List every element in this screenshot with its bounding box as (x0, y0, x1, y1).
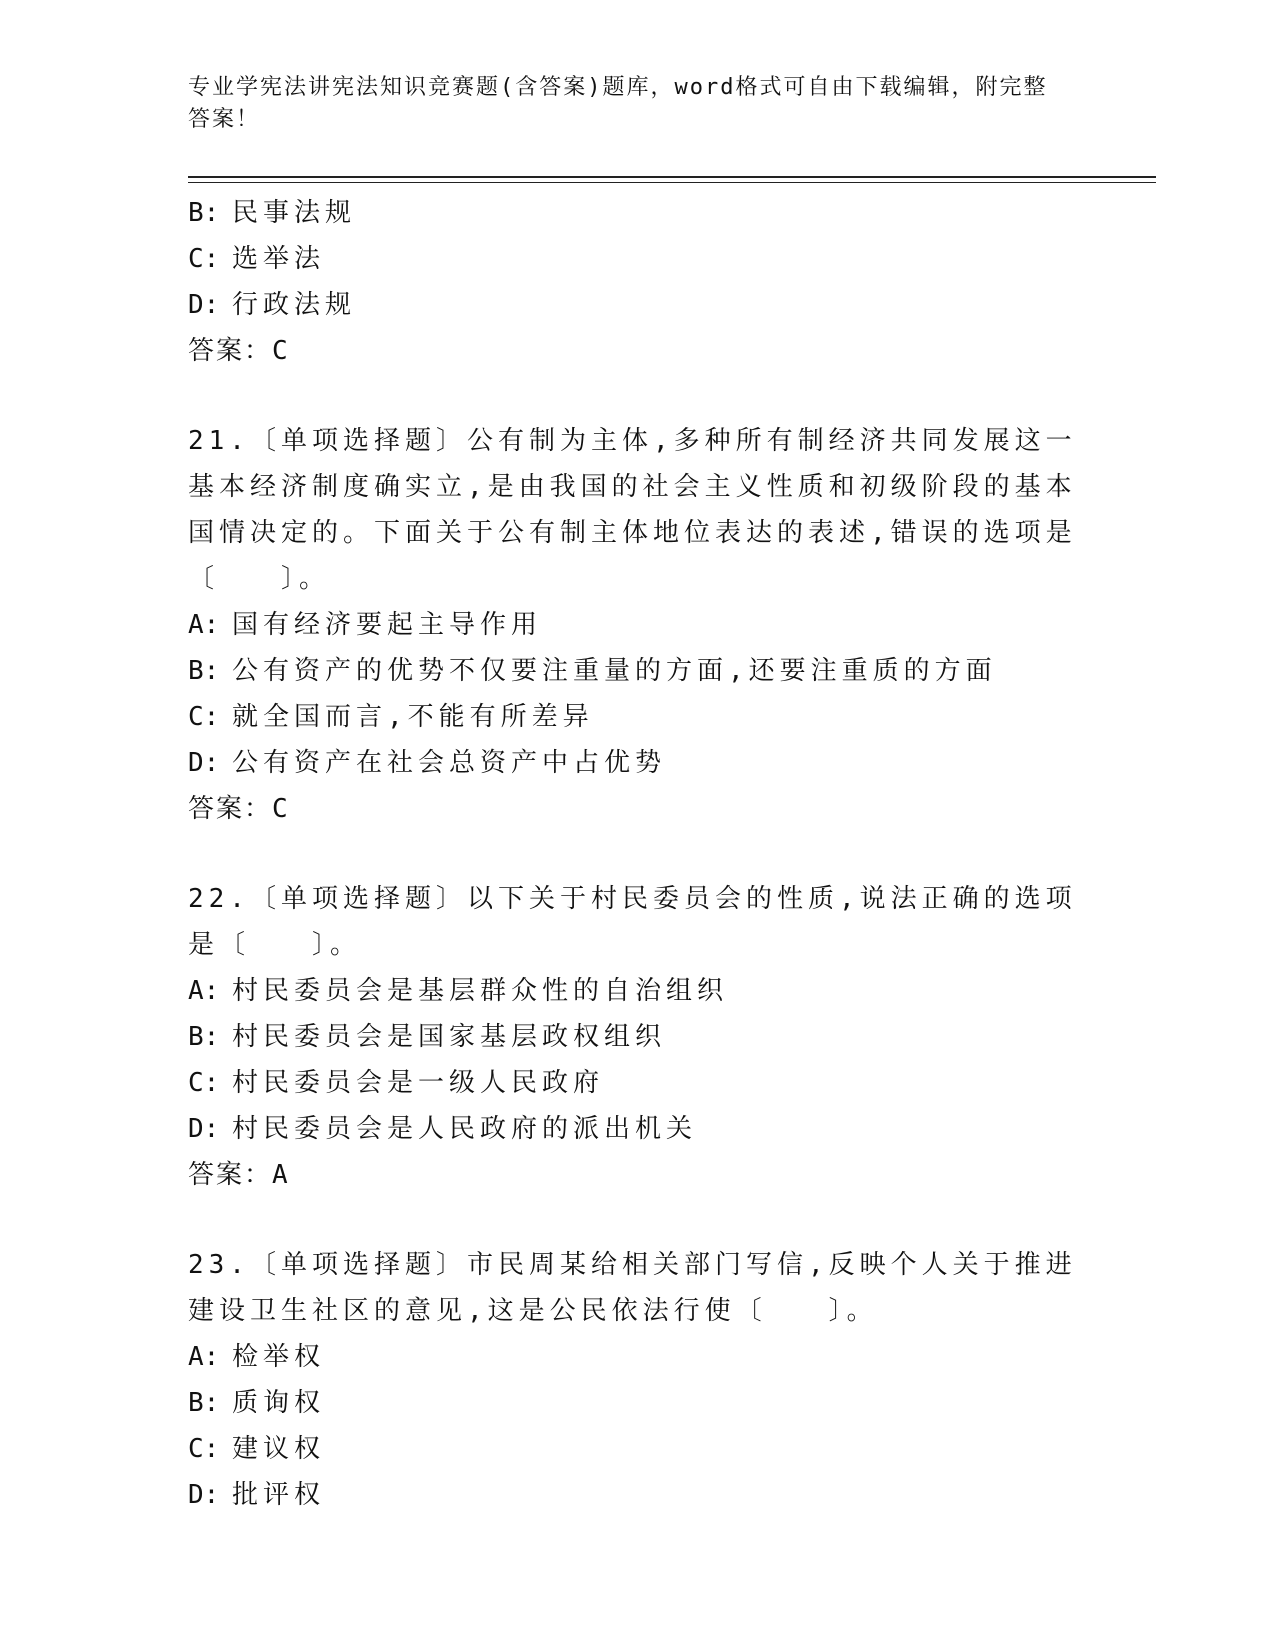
option-letter: B: (188, 656, 220, 686)
header-divider-thick (188, 176, 1156, 178)
option-letter: A: (188, 610, 220, 640)
question-stem: 21.〔单项选择题〕公有制为主体,多种所有制经济共同发展这一基本经济制度确实立,是由我国的社会主义性质和初级阶段的基本国情决定的。下面关于公有制主体地位表达的表述,错误的选项是〔 〕。 (188, 426, 1077, 594)
option-letter: D: (188, 290, 220, 320)
option-letter: B: (188, 198, 220, 228)
option-text: 建议权 (232, 1434, 326, 1464)
question-block-21 (188, 418, 1088, 832)
option-line (188, 1014, 1088, 1060)
option-line (188, 968, 1088, 1014)
option-text: 村民委员会是一级人民政府 (232, 1068, 605, 1098)
option-line (188, 648, 1088, 694)
option-text: 公有资产的优势不仅要注重量的方面,还要注重质的方面 (232, 656, 997, 686)
option-text: 国有经济要起主导作用 (232, 610, 543, 640)
header-divider-thin (188, 182, 1156, 183)
option-text: 村民委员会是人民政府的派出机关 (232, 1114, 698, 1144)
question-stem: 23.〔单项选择题〕市民周某给相关部门写信,反映个人关于推进建设卫生社区的意见,这是公民依法行使〔 〕。 (188, 1250, 1077, 1326)
answer-line: 答案：C (188, 794, 290, 824)
option-text: 批评权 (232, 1480, 326, 1510)
option-text: 行政法规 (232, 290, 357, 320)
option-line (188, 694, 1088, 740)
question-stem: 22.〔单项选择题〕以下关于村民委员会的性质,说法正确的选项是〔 〕。 (188, 884, 1077, 960)
option-line (188, 282, 1088, 328)
option-text: 村民委员会是国家基层政权组织 (232, 1022, 667, 1052)
option-letter: D: (188, 1114, 220, 1144)
option-line (188, 1472, 1088, 1518)
answer-line: 答案：A (188, 1160, 290, 1190)
option-letter: D: (188, 1480, 220, 1510)
option-letter: A: (188, 1342, 220, 1372)
option-line (188, 1106, 1088, 1152)
option-line (188, 1380, 1088, 1426)
option-line (188, 740, 1088, 786)
option-line (188, 1426, 1088, 1472)
option-line (188, 1334, 1088, 1380)
document-header: 专业学宪法讲宪法知识竞赛题(含答案)题库，word格式可自由下载编辑，附完整答案！ (188, 75, 1048, 132)
option-text: 民事法规 (232, 198, 357, 228)
option-letter: C: (188, 1068, 220, 1098)
question-block-prev (188, 190, 1088, 374)
option-letter: C: (188, 1434, 220, 1464)
option-letter: B: (188, 1388, 220, 1418)
question-block-22 (188, 876, 1088, 1198)
option-text: 检举权 (232, 1342, 326, 1372)
option-text: 质询权 (232, 1388, 326, 1418)
question-block-23 (188, 1242, 1088, 1518)
option-line (188, 236, 1088, 282)
option-letter: C: (188, 244, 220, 274)
question-list (188, 190, 1088, 1518)
option-text: 选举法 (232, 244, 326, 274)
option-line (188, 190, 1088, 236)
option-letter: A: (188, 976, 220, 1006)
option-line (188, 1060, 1088, 1106)
option-line (188, 602, 1088, 648)
option-text: 村民委员会是基层群众性的自治组织 (232, 976, 729, 1006)
option-text: 公有资产在社会总资产中占优势 (232, 748, 667, 778)
option-letter: D: (188, 748, 220, 778)
answer-line: 答案：C (188, 336, 290, 366)
option-letter: B: (188, 1022, 220, 1052)
option-text: 就全国而言,不能有所差异 (232, 702, 594, 732)
option-letter: C: (188, 702, 220, 732)
